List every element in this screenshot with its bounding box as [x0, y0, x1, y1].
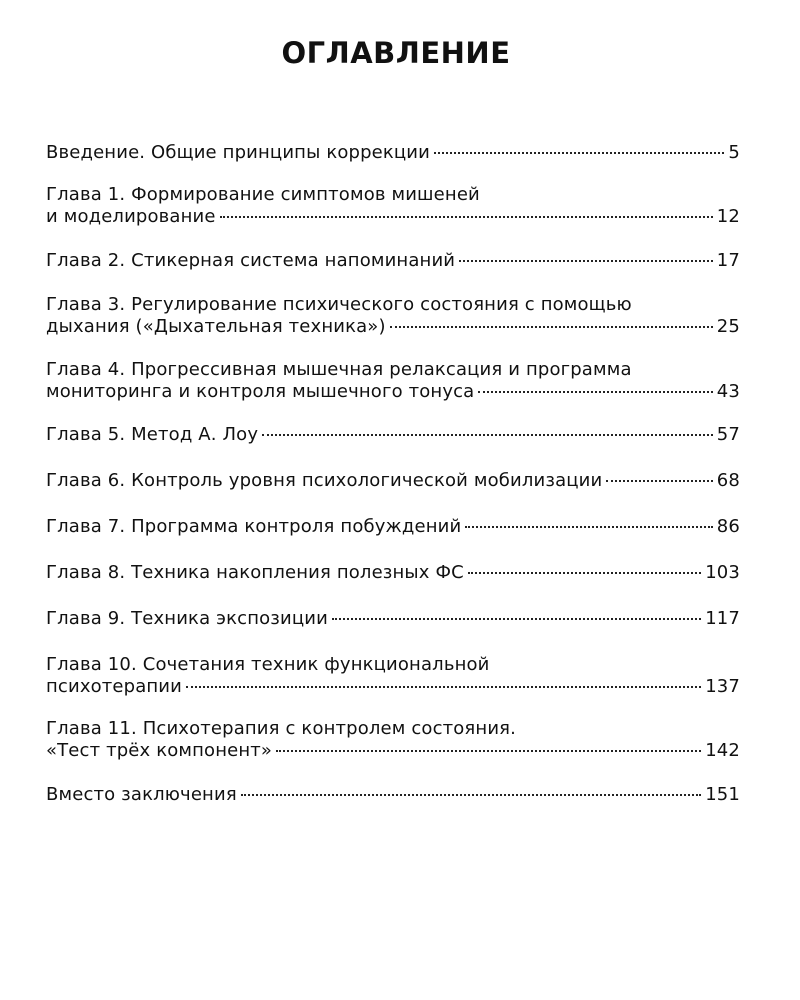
toc-entry-line	[46, 516, 740, 538]
toc-entry[interactable]	[46, 142, 740, 164]
toc-entry[interactable]	[46, 294, 740, 338]
dot-leader	[434, 152, 724, 154]
dot-leader	[465, 526, 712, 528]
toc-entry[interactable]	[46, 424, 740, 446]
toc-entry-line	[46, 676, 740, 698]
toc-entry-line	[46, 424, 740, 446]
toc-entry-title: Глава 8. Техника накопления полезных ФС	[46, 562, 464, 583]
toc-entry-line	[46, 470, 740, 492]
toc-entry-title: Глава 7. Программа контроля побуждений	[46, 516, 462, 537]
toc-page-number: 68	[716, 470, 740, 491]
toc-entry-title-continuation: мониторинга и контроля мышечного тонуса	[46, 381, 475, 402]
toc-entry-title: Глава 6. Контроль уровня психологической мобилизации	[46, 470, 603, 491]
toc-page-number: 86	[716, 516, 740, 537]
toc-page-number: 117	[705, 608, 740, 629]
toc-entry[interactable]	[46, 470, 740, 492]
dot-leader	[220, 216, 713, 218]
toc-entry[interactable]	[46, 516, 740, 538]
toc-entry-title: Глава 1. Формирование симптомов мишеней	[46, 184, 480, 205]
toc-entry-line	[46, 784, 740, 806]
toc-entry-title-continuation: «Тест трёх компонент»	[46, 740, 273, 761]
dot-leader	[241, 794, 701, 796]
toc-entry-line	[46, 250, 740, 272]
toc-entry-title: Глава 11. Психотерапия с контролем состояния.	[46, 718, 517, 739]
dot-leader	[478, 391, 712, 393]
toc-entry-line	[46, 316, 740, 338]
toc-entry-line	[46, 381, 740, 403]
toc-page-number: 142	[705, 740, 740, 761]
toc-entry-line	[46, 562, 740, 584]
dot-leader	[606, 480, 712, 482]
toc-entry-line	[46, 206, 740, 228]
toc-entry-title-continuation: психотерапии	[46, 676, 183, 697]
toc-entry[interactable]	[46, 608, 740, 630]
dot-leader	[262, 434, 713, 436]
toc-entry-title-continuation: и моделирование	[46, 206, 216, 227]
toc-entry[interactable]	[46, 250, 740, 272]
toc-entry-line	[46, 608, 740, 630]
toc-page-number: 25	[716, 316, 740, 337]
toc-page-number: 5	[728, 142, 740, 163]
toc-entry-title: Глава 9. Техника экспозиции	[46, 608, 328, 629]
toc-entry-title: Глава 5. Метод А. Лоу	[46, 424, 259, 445]
toc-entry-title-continuation: дыхания («Дыхательная техника»)	[46, 316, 386, 337]
toc-entry-title: Глава 3. Регулирование психического состояния с помощью	[46, 294, 632, 315]
toc-page-number: 137	[705, 676, 740, 697]
toc-list	[46, 142, 740, 806]
toc-page-number: 12	[716, 206, 740, 227]
dot-leader	[459, 260, 713, 262]
toc-entry-title: Введение. Общие принципы коррекции	[46, 142, 430, 163]
toc-entry[interactable]	[46, 359, 740, 403]
toc-entry-title: Глава 2. Стикерная система напоминаний	[46, 250, 456, 271]
page-title: ОГЛАВЛЕНИЕ	[281, 36, 511, 70]
toc-entry-line	[46, 740, 740, 762]
toc-entry[interactable]	[46, 654, 740, 698]
toc-page-number: 151	[705, 784, 740, 805]
toc-entry[interactable]	[46, 184, 740, 228]
dot-leader	[276, 750, 701, 752]
dot-leader	[186, 686, 701, 688]
toc-entry-title: Вместо заключения	[46, 784, 237, 805]
toc-page-number: 43	[716, 381, 740, 402]
dot-leader	[390, 326, 713, 328]
dot-leader	[468, 572, 701, 574]
dot-leader	[332, 618, 701, 620]
toc-entry-title: Глава 4. Прогрессивная мышечная релаксация и программа	[46, 359, 632, 380]
toc-entry[interactable]	[46, 562, 740, 584]
toc-entry[interactable]	[46, 718, 740, 762]
toc-page-number: 17	[716, 250, 740, 271]
toc-page-number: 57	[716, 424, 740, 445]
toc-entry-title: Глава 10. Сочетания техник функциональной	[46, 654, 490, 675]
toc-entry[interactable]	[46, 784, 740, 806]
toc-entry-line	[46, 142, 740, 164]
toc-page-number: 103	[705, 562, 740, 583]
